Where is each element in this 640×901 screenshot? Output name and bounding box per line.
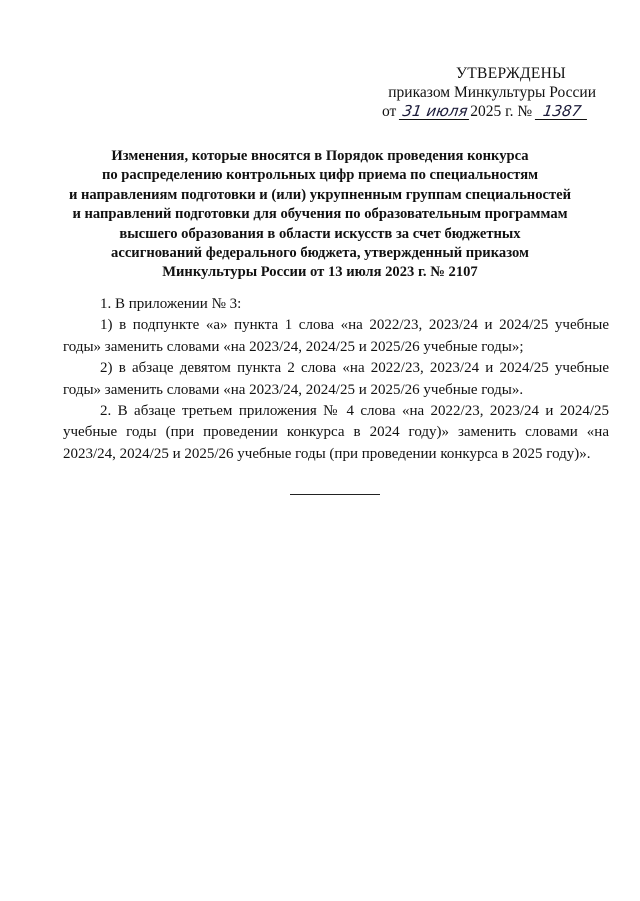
document-body (63, 294, 609, 465)
title-line: и направлениям подготовки и (или) укрупненным группам специальностей (68, 186, 572, 203)
approval-stamp (382, 64, 596, 121)
title-line: Изменения, которые вносятся в Порядок проведения конкурса (111, 148, 529, 164)
paragraph-1: 1. В приложении № 3: (100, 296, 242, 312)
approval-date-number (382, 102, 592, 121)
title-line: ассигнований федерального бюджета, утвержденный приказом (111, 245, 529, 262)
approval-issuer: приказом Минкультуры России (388, 84, 596, 101)
approval-year-label: 2025 г. № (470, 103, 533, 120)
approval-from-label: от (382, 103, 397, 120)
title-line: по распределению контрольных цифр приема по специальностям (101, 167, 539, 184)
title-line: и направлений подготовки для обучения по образовательным программам (72, 206, 568, 223)
handwritten-date: 31 июля (399, 104, 471, 120)
paragraph-1-item-2: 2) в абзаце девятом пункта 2 слова «на 2022/23, 2023/24 и 2024/25 учебные годы» заменить словами «на 2023/24, 2024/25 и 2025/26 учебные годы». (63, 360, 609, 398)
paragraph-2: 2. В абзаце третьем приложения № 4 слова «на 2022/23, 2023/24 и 2024/25 учебные годы (при проведении конкурса в 2024 году)» заменить словами «на 2023/24, 2024/25 и 2025/26 учебные годы (при проведении конкурса в 2025 году)». (63, 403, 609, 462)
paragraph-1-item-1: 1) в подпункте «а» пункта 1 слова «на 2022/23, 2023/24 и 2024/25 учебные годы» заменить словами «на 2023/24, 2024/25 и 2025/26 учебные годы»; (63, 317, 609, 355)
approval-heading: УТВЕРЖДЕНЫ (456, 65, 566, 82)
title-line: высшего образования в области искусств за счет бюджетных (119, 225, 521, 242)
document-title (60, 147, 580, 283)
title-line: Минкультуры России от 13 июля 2023 г. № 2107 (162, 264, 478, 281)
handwritten-order-number: 1387 (535, 104, 589, 120)
closing-divider (290, 494, 380, 495)
